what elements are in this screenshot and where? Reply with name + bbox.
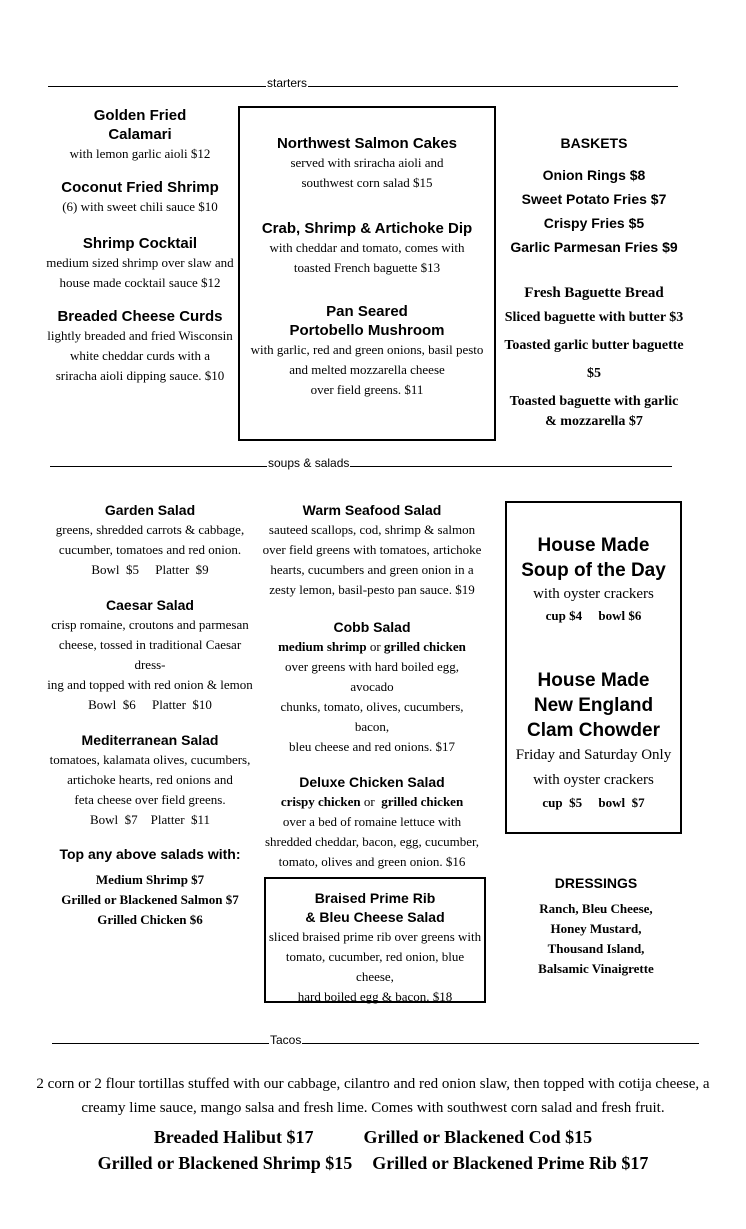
item-title: Portobello Mushroom: [289, 322, 445, 339]
item-desc: ing and topped with red onion & lemon: [47, 677, 253, 692]
item-title: Cobb Salad: [333, 619, 411, 635]
menu-item: [45, 730, 255, 830]
soup-chowder-box: [505, 501, 682, 834]
option-label: crispy chicken: [280, 794, 361, 809]
basket-item: Garlic Parmesan Fries $9: [510, 239, 678, 255]
basket-item: Onion Rings $8: [542, 167, 646, 183]
soup-desc: with oyster crackers: [533, 586, 654, 602]
chowder-title: House Made: [537, 670, 650, 691]
menu-item: [45, 500, 255, 580]
option-separator: or: [366, 639, 384, 654]
option-separator: or: [360, 794, 382, 809]
item-title: Crab, Shrimp & Artichoke Dip: [261, 220, 473, 237]
salads-center-column: [262, 500, 482, 872]
item-title: Coconut Fried Shrimp: [61, 179, 219, 196]
section-title-soups-salads: soups & salads: [268, 456, 350, 470]
tacos-desc: creamy lime sauce, mango salsa and fresh lime. Comes with southwest corn salad and fresh fruit.: [81, 1100, 665, 1116]
item-desc: cucumber, tomatoes and red onion.: [58, 542, 242, 557]
menu-item: [262, 617, 482, 757]
topping-item: Grilled or Blackened Salmon $7: [61, 892, 239, 907]
section-header-soups-salads: [50, 456, 672, 470]
topping-item: Grilled Chicken $6: [97, 912, 203, 927]
item-desc: cheese, tossed in traditional Caesar dress-: [58, 637, 242, 672]
bread-item: Toasted baguette with garlic: [509, 394, 679, 409]
soup-price: cup $4 bowl $6: [545, 608, 642, 623]
item-desc: crisp romaine, croutons and parmesan: [51, 617, 249, 632]
item-desc: over a bed of romaine lettuce with: [282, 814, 462, 829]
item-desc: white cheddar curds with a: [69, 348, 211, 363]
item-desc: with garlic, red and green onions, basil pesto: [250, 342, 484, 357]
item-price: Bowl $7 Platter $11: [89, 812, 211, 827]
item-desc: tomatoes, kalamata olives, cucumbers,: [49, 752, 251, 767]
starters-featured-box: [238, 106, 496, 441]
item-desc: greens, shredded carrots & cabbage,: [55, 522, 245, 537]
item-desc: medium sized shrimp over slaw and: [46, 255, 234, 270]
soup-title: Soup of the Day: [521, 560, 666, 581]
chowder-title: New England: [533, 695, 654, 716]
item-desc: (6) with sweet chili sauce $10: [62, 199, 218, 214]
dressing-item: Balsamic Vinaigrette: [538, 961, 654, 976]
item-desc: feta cheese over field greens.: [74, 792, 226, 807]
item-desc: and melted mozzarella cheese: [289, 362, 445, 377]
item-title: Warm Seafood Salad: [302, 502, 442, 518]
topping-item: Medium Shrimp $7: [95, 872, 205, 887]
item-options: [262, 792, 482, 812]
bread-item: Toasted garlic butter baguette $5: [504, 338, 684, 381]
tacos-row-1: [0, 1127, 746, 1148]
item-desc: over field greens. $11: [310, 382, 424, 397]
item-title: Shrimp Cocktail: [82, 235, 198, 252]
chowder-price: cup $5 bowl $7: [542, 795, 645, 810]
item-title: Golden Fried: [93, 107, 187, 124]
dressing-item: Honey Mustard,: [550, 921, 642, 936]
menu-item: [45, 595, 255, 715]
item-desc: house made cocktail sauce $12: [59, 275, 221, 290]
item-desc: sriracha aioli dipping sauce. $10: [55, 368, 225, 383]
clam-chowder: [507, 668, 680, 813]
soup-title: House Made: [537, 535, 650, 556]
item-desc: zesty lemon, basil-pesto pan sauce. $19: [269, 582, 475, 597]
section-header-tacos: [52, 1033, 699, 1047]
tacos-row-2: [0, 1153, 746, 1174]
menu-item: [45, 178, 235, 217]
section-title-tacos: Tacos: [270, 1033, 302, 1047]
baskets-title: BASKETS: [560, 135, 628, 151]
menu-item: [240, 134, 494, 193]
item-title: Deluxe Chicken Salad: [299, 774, 445, 790]
dressings-title: DRESSINGS: [554, 875, 638, 891]
item-desc: hard boiled egg & bacon. $18: [297, 989, 453, 1004]
taco-item: Grilled or Blackened Prime Rib $17: [372, 1153, 649, 1173]
menu-item: [240, 219, 494, 278]
item-desc: with lemon garlic aioli $12: [69, 146, 211, 161]
item-desc: tomato, cucumber, red onion, blue cheese,: [285, 949, 465, 984]
bread-title: Fresh Baguette Bread: [524, 285, 664, 301]
item-title: Breaded Cheese Curds: [57, 308, 223, 325]
item-price: Bowl $5 Platter $9: [91, 562, 209, 577]
menu-item: [240, 302, 494, 400]
item-desc: southwest corn salad $15: [301, 175, 433, 190]
salads-left-column: [45, 500, 255, 930]
starters-left-column: [45, 106, 235, 386]
menu-item: [45, 234, 235, 293]
item-desc: hearts, cucumbers and green onion in a: [270, 562, 474, 577]
item-desc: tomato, olives and green onion. $16: [278, 854, 466, 869]
item-price: Bowl $6 Platter $10: [88, 697, 212, 712]
chowder-title: Clam Chowder: [526, 720, 661, 741]
item-desc: chunks, tomato, olives, cucumbers, bacon,: [280, 699, 464, 734]
option-label: grilled chicken: [381, 794, 464, 809]
soup-of-the-day: [507, 533, 680, 626]
menu-item: [262, 500, 482, 600]
item-title: Braised Prime Rib: [314, 890, 436, 906]
menu-item: [262, 772, 482, 872]
item-title: Northwest Salmon Cakes: [276, 135, 458, 152]
item-title: Pan Seared: [326, 303, 408, 320]
baskets-column: [496, 134, 692, 432]
item-options: [262, 637, 482, 657]
prime-rib-salad-box: [264, 877, 486, 1003]
item-desc: toasted French baguette $13: [293, 260, 441, 275]
dressing-item: Thousand Island,: [547, 941, 645, 956]
chowder-desc: Friday and Saturday Only: [515, 747, 672, 763]
tacos-description: [0, 1072, 746, 1120]
section-header-starters: [48, 76, 678, 90]
option-label: grilled chicken: [383, 639, 466, 654]
chowder-desc: with oyster crackers: [533, 772, 654, 788]
item-desc: with cheddar and tomato, comes with: [269, 240, 465, 255]
menu-item: [45, 106, 235, 164]
basket-item: Sweet Potato Fries $7: [521, 191, 667, 207]
item-title: Caesar Salad: [106, 597, 194, 613]
bread-item: Sliced baguette with butter $3: [504, 310, 684, 325]
item-title: Calamari: [108, 126, 172, 143]
item-title: Garden Salad: [104, 502, 196, 518]
item-desc: lightly breaded and fried Wisconsin: [47, 328, 233, 343]
item-desc: bleu cheese and red onions. $17: [288, 739, 456, 754]
tacos-desc: 2 corn or 2 flour tortillas stuffed with our cabbage, cilantro and red onion slaw, then topped with cotija cheese, a: [36, 1076, 710, 1092]
basket-item: Crispy Fries $5: [543, 215, 645, 231]
section-title-starters: starters: [267, 76, 308, 90]
topping-title: Top any above salads with:: [59, 846, 241, 862]
item-desc: over greens with hard boiled egg, avocado: [284, 659, 459, 694]
dressing-item: Ranch, Bleu Cheese,: [539, 901, 653, 916]
item-desc: sliced braised prime rib over greens with: [268, 929, 482, 944]
option-label: medium shrimp: [278, 639, 367, 654]
item-title: Mediterranean Salad: [81, 732, 219, 748]
taco-item: Breaded Halibut $17: [153, 1127, 314, 1147]
item-desc: sauteed scallops, cod, shrimp & salmon: [268, 522, 476, 537]
item-title: & Bleu Cheese Salad: [305, 909, 445, 925]
taco-item: Grilled or Blackened Cod $15: [363, 1127, 593, 1147]
menu-item: [45, 307, 235, 386]
item-desc: over field greens with tomatoes, artichoke: [262, 542, 482, 557]
salad-topping-block: [45, 844, 255, 930]
item-desc: served with sriracha aioli and: [290, 155, 444, 170]
dressings-block: [498, 873, 694, 979]
item-desc: artichoke hearts, red onions and: [67, 772, 233, 787]
taco-item: Grilled or Blackened Shrimp $15: [97, 1153, 353, 1173]
bread-item: & mozzarella $7: [545, 414, 643, 429]
item-desc: shredded cheddar, bacon, egg, cucumber,: [264, 834, 480, 849]
